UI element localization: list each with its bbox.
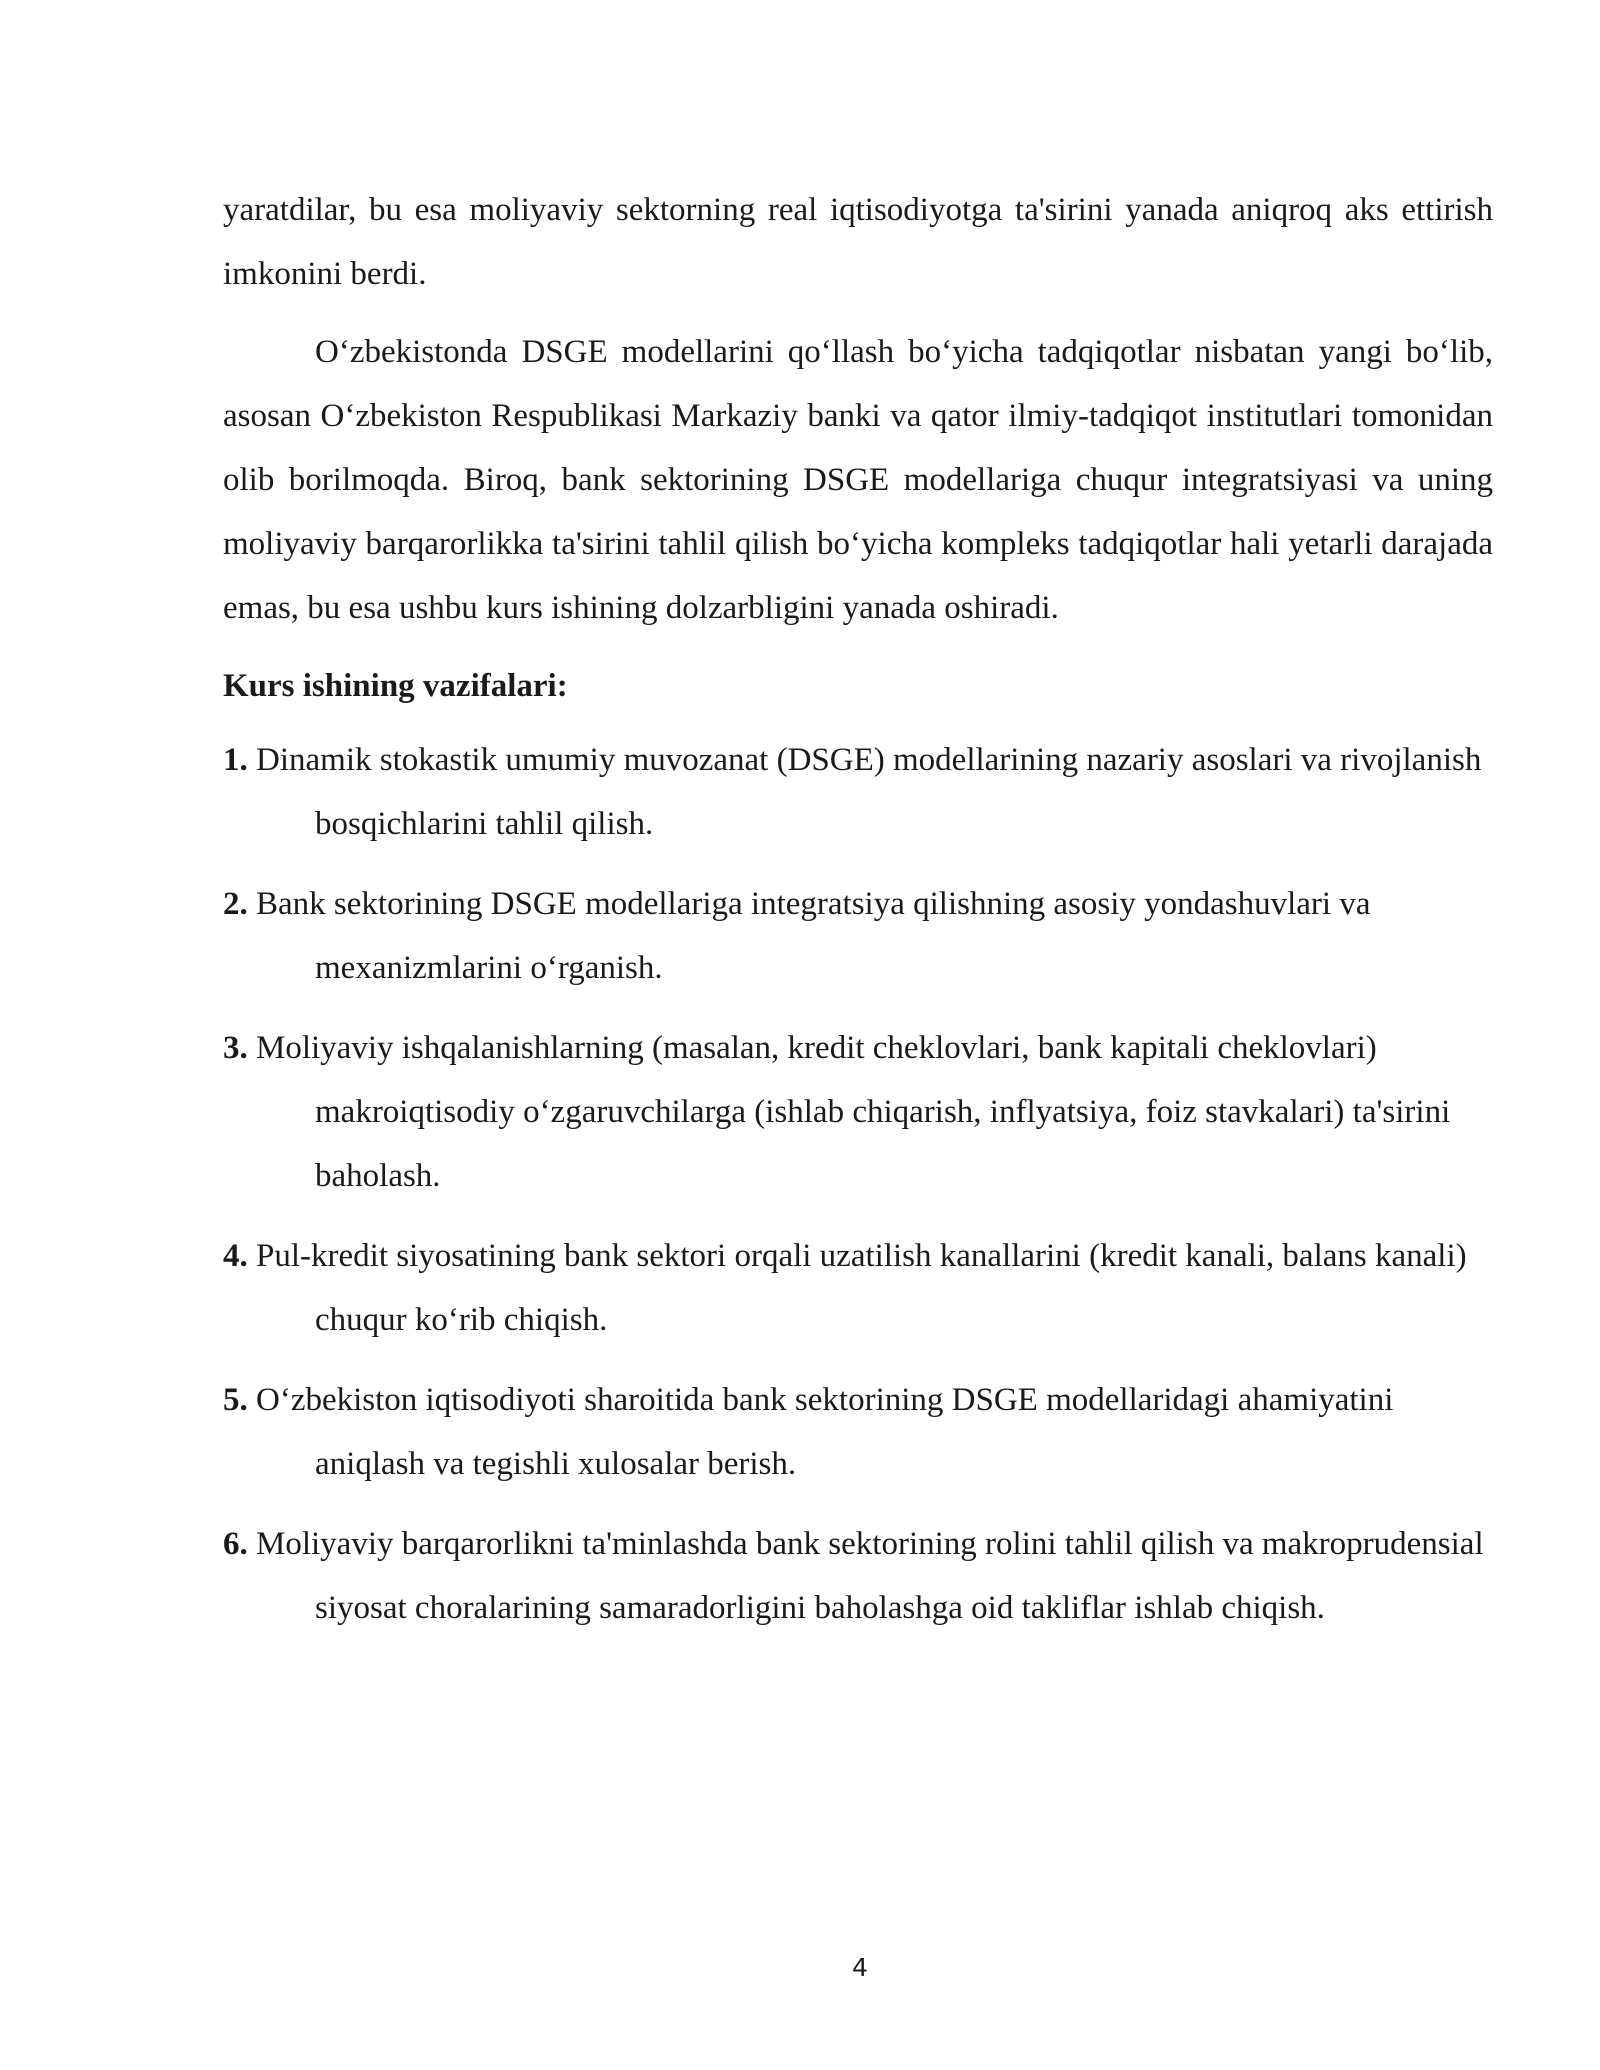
list-item [223, 1224, 1493, 1352]
list-item-number: 2. [223, 886, 248, 922]
list-item-text: Dinamik stokastik umumiy muvozanat (DSGE) modellarining nazariy asoslari va rivojlanish bosqichlarini tahlil qilish. [256, 742, 1482, 842]
list-item-text: O‘zbekiston iqtisodiyoti sharoitida bank sektorining DSGE modellaridagi ahamiyatini aniqlash va tegishli xulosalar berish. [256, 1382, 1394, 1482]
document-page [223, 178, 1493, 1656]
task-list [223, 728, 1493, 1640]
section-heading: Kurs ishining vazifalari: [223, 668, 568, 704]
list-item [223, 728, 1493, 856]
paragraph-research-status: O‘zbekistonda DSGE modellarini qo‘llash bo‘yicha tadqiqotlar nisbatan yangi bo‘lib, asosan O‘zbekiston Respublikasi Markaziy banki va qator ilmiy-tadqiqot institutlari tomonidan olib borilmoqda. Biroq, bank sektorining DSGE modellariga chuqur integratsiyasi va uning moliyaviy barqarorlikka ta'sirini tahlil qilish bo‘yicha kompleks tadqiqotlar hali yetarli darajada emas, bu esa ushbu kurs ishining dolzarbligini yanada oshiradi. [223, 334, 1493, 626]
list-item [223, 872, 1493, 1000]
list-item-text: Bank sektorining DSGE modellariga integratsiya qilishning asosiy yondashuvlari va mexanizmlarini o‘rganish. [256, 886, 1371, 986]
list-item-number: 5. [223, 1382, 248, 1418]
paragraph-continuation: yaratdilar, bu esa moliyaviy sektorning real iqtisodiyotga ta'sirini yanada aniqroq aks ettirish imkonini berdi. [223, 192, 1493, 292]
list-item [223, 1016, 1493, 1208]
list-item-number: 4. [223, 1238, 248, 1274]
list-item-text: Pul-kredit siyosatining bank sektori orqali uzatilish kanallarini (kredit kanali, balans kanali) chuqur ko‘rib chiqish. [256, 1238, 1467, 1338]
list-item-text: Moliyaviy ishqalanishlarning (masalan, kredit cheklovlari, bank kapitali cheklovlari) makroiqtisodiy o‘zgaruvchilarga (ishlab chiqarish, inflyatsiya, foiz stavkalari) ta'sirini baholash. [256, 1030, 1451, 1194]
page-number: 4 [852, 1953, 868, 1982]
list-item-number: 6. [223, 1526, 248, 1562]
list-item-number: 3. [223, 1030, 248, 1066]
list-item [223, 1512, 1493, 1640]
list-item-text: Moliyaviy barqarorlikni ta'minlashda bank sektorining rolini tahlil qilish va makroprudensial siyosat choralarining samaradorligini baholashga oid takliflar ishlab chiqish. [256, 1526, 1484, 1626]
list-item-number: 1. [223, 742, 248, 778]
list-item [223, 1368, 1493, 1496]
